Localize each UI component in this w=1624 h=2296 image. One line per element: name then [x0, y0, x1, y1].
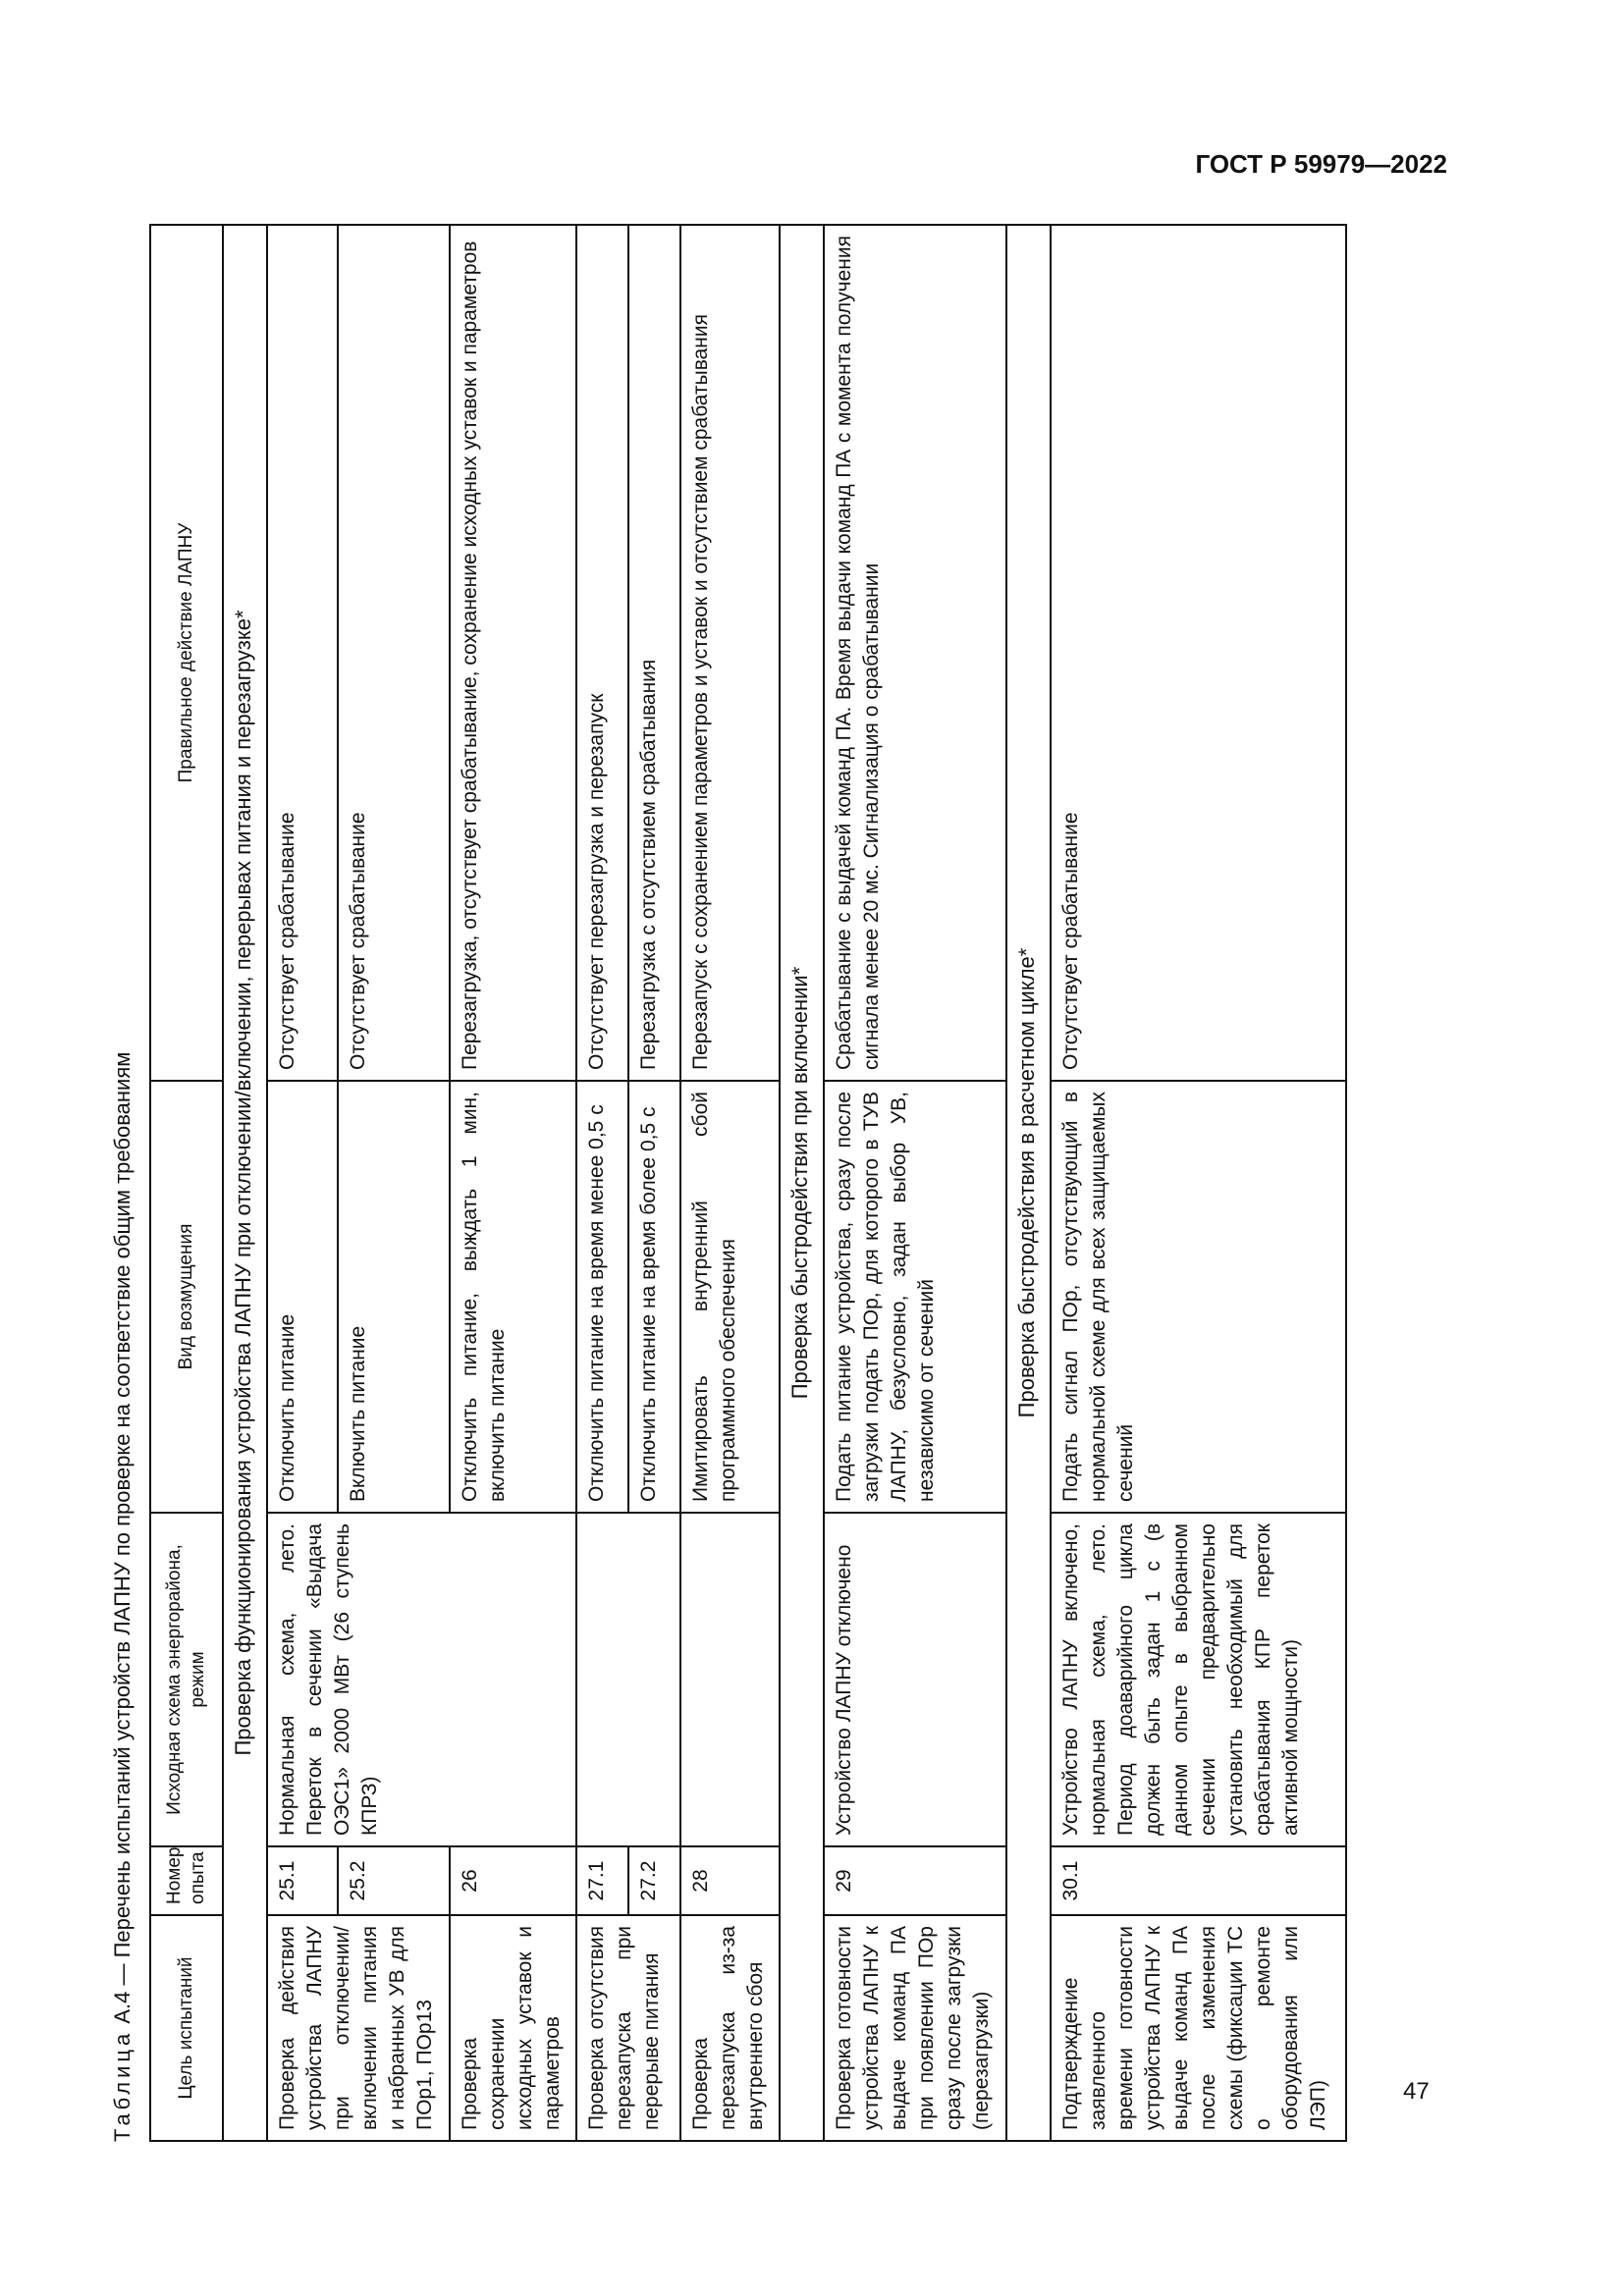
- cell-number: 28: [680, 1846, 779, 1915]
- table-row: [824, 225, 1006, 2141]
- cell-disturbance: Отключить питание: [267, 1081, 338, 1513]
- section-row: [1006, 225, 1051, 2141]
- table-row: [576, 225, 628, 2141]
- cell-action: Перезагрузка, отсутствует срабатывание, сохранение исходных уставок и параметров: [450, 225, 576, 1081]
- header-row: [150, 225, 223, 2141]
- cell-goal: Проверка отсутствия перезапуска при перерыве питания: [576, 1915, 680, 2141]
- table-row: [450, 225, 576, 2141]
- cell-goal: Подтверждение заявленного времени готовности устройства ЛАПНУ к выдаче команд ПА после изменения схемы (фиксации ТС о ремонте оборудования или ЛЭП): [1051, 1915, 1346, 2141]
- cell-number: 29: [824, 1846, 1006, 1915]
- col-header-action: Правильное действие ЛАПНУ: [150, 225, 223, 1081]
- cell-scheme: Устройство ЛАПНУ включено, нормальная схема, лето. Период доаварийного цикла должен быть задан 1 с (в данном опыте в выбранном сечении предварительно установить необходимый для срабатывания КПР переток активной мощности): [1051, 1513, 1346, 1846]
- cell-number: 25.2: [338, 1846, 450, 1915]
- cell-number: 27.2: [628, 1846, 680, 1915]
- cell-action: Отсутствует срабатывание: [1051, 225, 1346, 1081]
- cell-scheme: Устройство ЛАПНУ отключено: [824, 1513, 1006, 1846]
- cell-scheme-empty: [680, 1513, 779, 1846]
- cell-disturbance: Подать питание устройства, сразу после загрузки подать ПОр, для которого в ТУВ ЛАПНУ, безусловно, задан выбор УВ, независимо от сечений: [824, 1081, 1006, 1513]
- rotated-table-area: [106, 226, 1363, 2142]
- table-row: [1051, 225, 1346, 2141]
- cell-action: Отсутствует срабатывание: [267, 225, 338, 1081]
- standard-header: ГОСТ Р 59979—2022: [1195, 149, 1447, 179]
- tests-table: [149, 224, 1347, 2142]
- cell-disturbance: Включить питание: [338, 1081, 450, 1513]
- caption-text: А.4 — Перечень испытаний устройств ЛАПНУ по проверке на соответствие общим требованиям: [110, 1051, 135, 2030]
- col-header-scheme: Исходная схема энергорайона, режим: [150, 1513, 223, 1846]
- table-row: [338, 225, 450, 2141]
- cell-action: Перезапуск с сохранением параметров и уставок и отсутствием срабатывания: [680, 225, 779, 1081]
- cell-goal: Проверка действия устройства ЛАПНУ при отключении/включении питания и набранных УВ для ПОр1, ПОр13: [267, 1915, 450, 2141]
- col-header-number: Номер опыта: [150, 1846, 223, 1915]
- cell-action: Перезагрузка с отсутствием срабатывания: [628, 225, 680, 1081]
- cell-goal: Проверка готовности устройства ЛАПНУ к выдаче команд ПА при появлении ПОр сразу после загрузки (перезагрузки): [824, 1915, 1006, 2141]
- cell-disturbance: Отключить питание на время менее 0,5 с: [576, 1081, 628, 1513]
- cell-goal: Проверка сохранении исходных уставок и параметров: [450, 1915, 576, 2141]
- table-row: [680, 225, 779, 2141]
- cell-goal: Проверка перезапуска из-за внутреннего сбоя: [680, 1915, 779, 2141]
- table-row: [628, 225, 680, 2141]
- col-header-goal: Цель испытаний: [150, 1915, 223, 2141]
- caption-label: Таблица: [110, 2029, 135, 2142]
- cell-disturbance: Имитировать внутренний сбой программного обеспечения: [680, 1081, 779, 1513]
- col-header-disturbance: Вид возмущения: [150, 1081, 223, 1513]
- cell-number: 30.1: [1051, 1846, 1346, 1915]
- cell-action: Отсутствует перезагрузка и перезапуск: [576, 225, 628, 1081]
- cell-number: 25.1: [267, 1846, 338, 1915]
- section-row: [780, 225, 824, 2141]
- section-row: [223, 225, 267, 2141]
- cell-number: 27.1: [576, 1846, 628, 1915]
- cell-disturbance: Отключить питание, выждать 1 мин, включить питание: [450, 1081, 576, 1513]
- cell-number: 26: [450, 1846, 576, 1915]
- cell-disturbance: Отключить питание на время более 0,5 с: [628, 1081, 680, 1513]
- section-title: Проверка функционирования устройства ЛАПНУ при отключении/включении, перерывах питания и перезагрузке*: [223, 225, 267, 2141]
- cell-action: Срабатывание с выдачей команд ПА. Время выдачи команд ПА с момента получения сигнала менее 20 мс. Сигнализация о срабатывании: [824, 225, 1006, 1081]
- cell-action: Отсутствует срабатывание: [338, 225, 450, 1081]
- section-title: Проверка быстродействия при включении*: [780, 225, 824, 2141]
- page-number: 47: [1403, 2078, 1430, 2105]
- table-row: [267, 225, 338, 2141]
- cell-scheme: Нормальная схема, лето. Переток в сечении «Выдача ОЭС1» 2000 МВт (26 ступень КПРЗ): [267, 1513, 576, 1846]
- section-title: Проверка быстродействия в расчетном цикле*: [1006, 225, 1051, 2141]
- cell-scheme-empty: [576, 1513, 680, 1846]
- cell-disturbance: Подать сигнал ПОр, отсутствующий в нормальной схеме для всех защищаемых сечений: [1051, 1081, 1346, 1513]
